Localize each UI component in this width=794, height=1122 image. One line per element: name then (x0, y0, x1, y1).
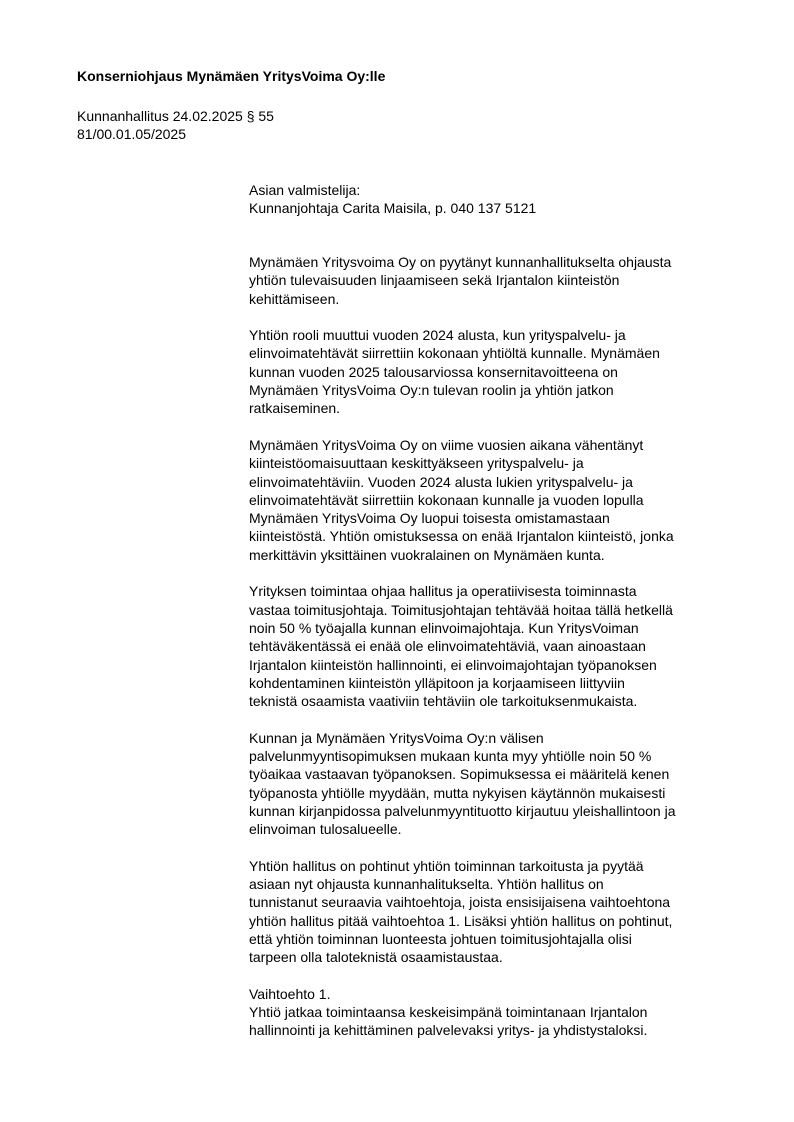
meeting-info (77, 107, 274, 143)
paragraph-line: palvelunmyyntisopimuksen mukaan kunta myy yhtiölle noin 50 % (249, 748, 652, 765)
paragraph-line: Mynämäen YritysVoima Oy:n tulevan roolin ja yhtiön jatkon (249, 382, 614, 399)
reference-number: 81/00.01.05/2025 (77, 126, 186, 142)
paragraph-line: tarpeen olla taloteknistä osaamistaustaa. (249, 949, 503, 966)
paragraph-line: elinvoimatehtävät siirrettiin kokonaan kunnalle ja vuoden lopulla (249, 491, 644, 508)
paragraph-line: Mynämäen YritysVoima Oy luopui toisesta omistamastaan (249, 510, 610, 527)
paragraph-line: Yhtiö jatkaa toimintaansa keskeisimpänä toimintanaan Irjantalon (249, 1004, 648, 1021)
preparer-label: Asian valmistelija: (249, 182, 361, 198)
paragraph-line: elinvoiman tulosalueelle. (249, 821, 402, 838)
paragraph-line: tunnistanut seuraavia vaihtoehtoja, joista ensisijaisena vaihtoehtona (249, 894, 671, 911)
paragraph-line: kunnan kirjanpidossa palvelunmyyntituotto kirjautuu yleishallintoon ja (249, 802, 676, 819)
paragraph-line: Yhtiön rooli muuttui vuoden 2024 alusta, kun yrityspalvelu- ja (249, 327, 626, 344)
paragraph-line: tehtäväkentässä ei enää ole elinvoimatehtäviä, vaan ainoastaan (249, 638, 646, 655)
document-body (249, 253, 739, 1058)
paragraph-line: Mynämäen YritysVoima Oy on viime vuosien aikana vähentänyt (249, 436, 644, 453)
meeting-line: Kunnanhallitus 24.02.2025 § 55 (77, 108, 274, 124)
body-paragraph (249, 253, 739, 308)
paragraph-line: elinvoimatehtävät siirrettiin kokonaan yhtiöltä kunnalle. Mynämäen (249, 345, 660, 362)
paragraph-line: vastaa toimitusjohtaja. Toimitusjohtajan tehtävää hoitaa tällä hetkellä (249, 601, 673, 618)
paragraph-line: kiinteistöomaisuuttaan keskittyäkseen yrityspalvelu- ja (249, 455, 584, 472)
body-paragraph (249, 985, 739, 1040)
document-title: Konserniohjaus Mynämäen YritysVoima Oy:lle (77, 68, 386, 84)
paragraph-line: Irjantalon kiinteistön hallinnointi, ei elinvoimajohtajan työpanoksen (249, 656, 657, 673)
paragraph-line: asiaan nyt ohjausta kunnanhalitukselta. Yhtiön hallitus on (249, 876, 604, 893)
paragraph-line: kiinteistöstä. Yhtiön omistuksessa on enää Irjantalon kiinteistö, jonka (249, 528, 674, 545)
paragraph-line: Mynämäen Yritysvoima Oy on pyytänyt kunnanhallitukselta ohjausta (249, 254, 672, 270)
paragraph-line: työaikaa vastaavan työpanoksen. Sopimuksessa ei määritelä kenen (249, 766, 670, 783)
paragraph-line: yhtiön tulevaisuuden linjaamiseen sekä Irjantalon kiinteistön (249, 272, 620, 289)
paragraph-line: ratkaiseminen. (249, 400, 341, 417)
body-paragraph (249, 582, 739, 710)
preparer-name: Kunnanjohtaja Carita Maisila, p. 040 137 5121 (249, 200, 537, 216)
paragraph-line: kohdentaminen kiinteistön ylläpitoon ja korjaamiseen liittyviin (249, 674, 625, 691)
paragraph-line: teknistä osaamista vaativiin tehtäviin ole tarkoituksenmukaista. (249, 693, 638, 710)
paragraph-line: elinvoimatehtäviin. Vuoden 2024 alusta lukien yrityspalvelu- ja (249, 473, 633, 490)
paragraph-line: että yhtiön toiminnan luonteesta johtuen toimitusjohtajalla olisi (249, 930, 632, 947)
preparer-block (249, 181, 536, 217)
paragraph-line: kunnan vuoden 2025 talousarviossa konsernitavoitteena on (249, 363, 618, 380)
body-paragraph (249, 857, 739, 967)
body-paragraph (249, 436, 739, 564)
paragraph-line: Vaihtoehto 1. (249, 985, 331, 1002)
paragraph-line: kehittämiseen. (249, 290, 340, 307)
body-paragraph (249, 326, 739, 417)
paragraph-line: hallinnointi ja kehittäminen palvelevaksi yritys- ja yhdistystaloksi. (249, 1022, 648, 1039)
paragraph-line: Yrityksen toimintaa ohjaa hallitus ja operatiivisesta toiminnasta (249, 583, 637, 600)
paragraph-line: merkittävin yksittäinen vuokralainen on Mynämäen kunta. (249, 546, 605, 563)
paragraph-line: Kunnan ja Mynämäen YritysVoima Oy:n välisen (249, 729, 544, 746)
paragraph-line: Yhtiön hallitus on pohtinut yhtiön toiminnan tarkoitusta ja pyytää (249, 857, 644, 874)
body-paragraph (249, 729, 739, 839)
paragraph-line: työpanosta yhtiölle myydään, mutta nykyisen käytännön mukaisesti (249, 784, 666, 801)
paragraph-line: yhtiön hallitus pitää vaihtoehtoa 1. Lisäksi yhtiön hallitus on pohtinut, (249, 912, 673, 929)
paragraph-line: noin 50 % työajalla kunnan elinvoimajohtaja. Kun YritysVoiman (249, 619, 639, 636)
